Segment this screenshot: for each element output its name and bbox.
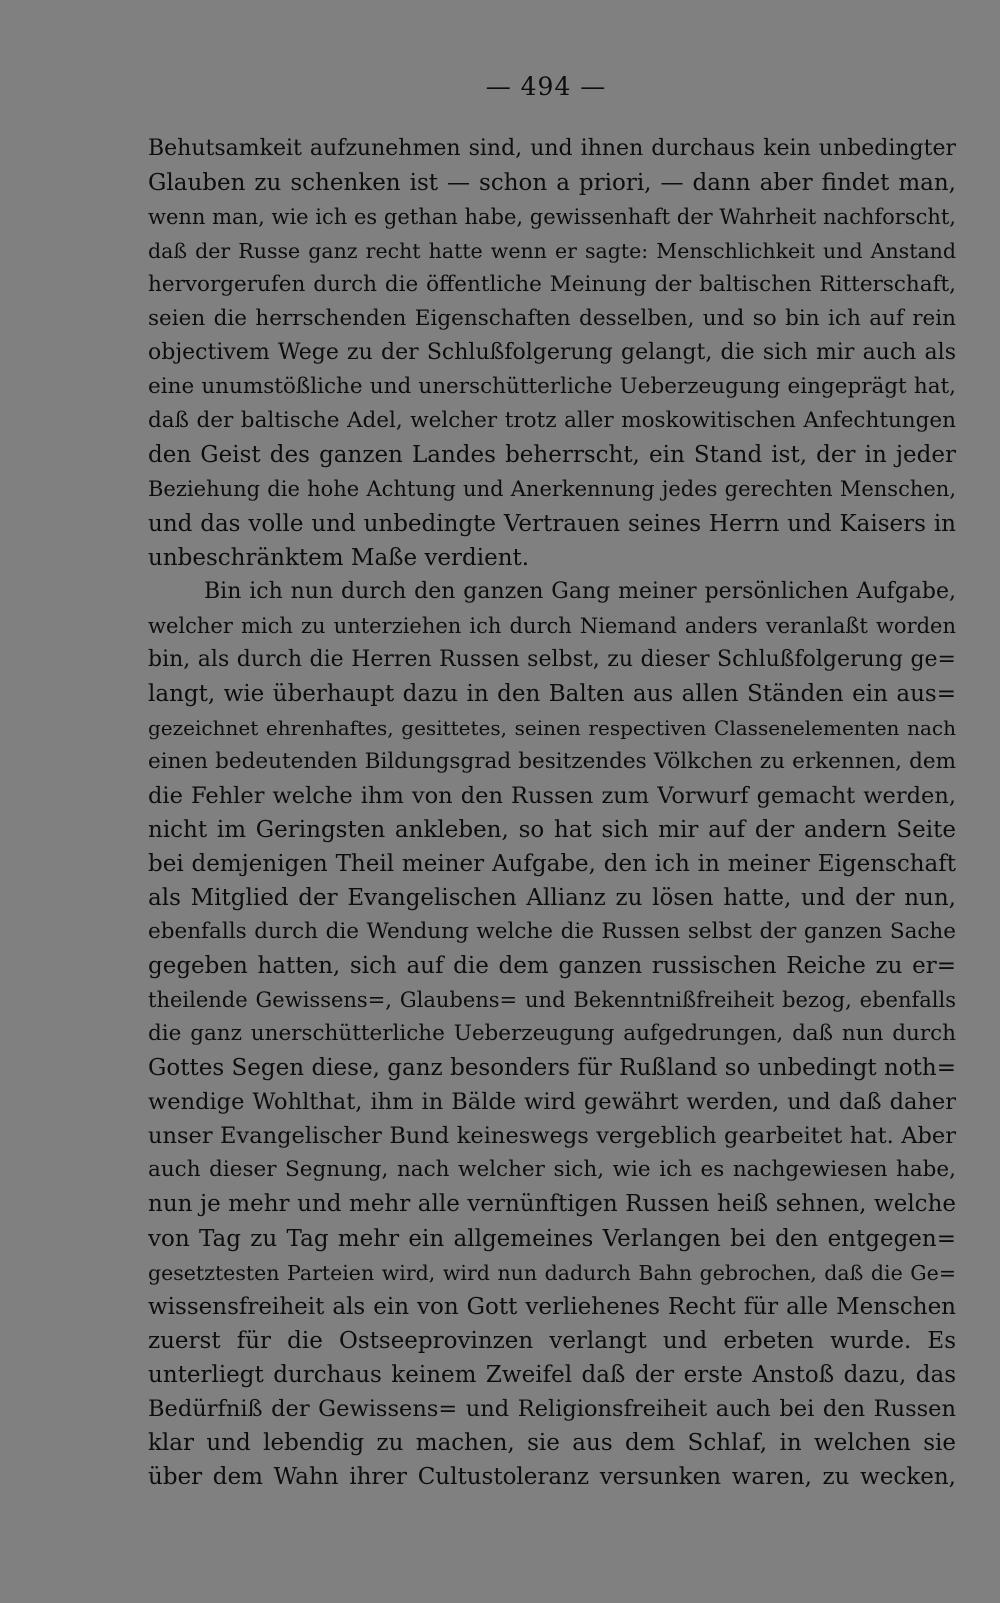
text-line: die ganz unerschütterliche Ueberzeugung aufgedrungen, daß nun durch bbox=[148, 1021, 956, 1047]
text-line: gezeichnet ehrenhaftes, gesittetes, seinen respectiven Classenelementen nach bbox=[148, 715, 956, 740]
text-line: auch dieser Segnung, nach welcher sich, wie ich es nachgewiesen habe, bbox=[148, 1157, 956, 1183]
text-line: die Fehler welche ihm von den Russen zum Vorwurf gemacht werden, bbox=[148, 782, 956, 809]
text-line: wendige Wohlthat, ihm in Bälde wird gewährt werden, und daß daher bbox=[148, 1089, 956, 1116]
text-line: unterliegt durchaus keinem Zweifel daß der erste Anstoß dazu, das bbox=[148, 1361, 956, 1388]
text-line: von Tag zu Tag mehr ein allgemeines Verlangen bei den entgegen= bbox=[148, 1225, 956, 1252]
text-line: welcher mich zu unterziehen ich durch Niemand anders veranlaßt worden bbox=[148, 613, 956, 638]
text-line: unser Evangelischer Bund keineswegs vergeblich gearbeitet hat. Aber bbox=[148, 1123, 956, 1150]
page-number: — 494 — bbox=[485, 72, 607, 101]
text-line: über dem Wahn ihrer Cultustoleranz versunken waren, zu wecken, bbox=[148, 1463, 956, 1490]
text-line: Gottes Segen diese, ganz besonders für Rußland so unbedingt noth= bbox=[148, 1055, 956, 1082]
text-line: Bedürfniß der Gewissens= und Religionsfreiheit auch bei den Russen bbox=[148, 1395, 956, 1422]
text-line: daß der Russe ganz recht hatte wenn er sagte: Menschlichkeit und Anstand bbox=[148, 239, 956, 264]
text-line: langt, wie überhaupt dazu in den Balten aus allen Ständen ein aus= bbox=[148, 680, 956, 707]
text-line: daß der baltische Adel, welcher trotz aller moskowitischen Anfechtungen bbox=[148, 408, 956, 434]
text-line: eine unumstößliche und unerschütterliche Ueberzeugung eingeprägt hat, bbox=[148, 374, 956, 400]
text-line: objectivem Wege zu der Schlußfolgerung gelangt, die sich mir auch als bbox=[148, 340, 956, 366]
text-line: bei demjenigen Theil meiner Aufgabe, den ich in meiner Eigenschaft bbox=[148, 850, 956, 877]
text-line: wenn man, wie ich es gethan habe, gewissenhaft der Wahrheit nachforscht, bbox=[148, 205, 956, 230]
text-line: hervorgerufen durch die öffentliche Meinung der baltischen Ritterschaft, bbox=[148, 272, 956, 298]
body-text bbox=[148, 132, 956, 1494]
text-line: theilende Gewissens=, Glaubens= und Bekenntnißfreiheit bezog, ebenfalls bbox=[148, 988, 956, 1013]
text-line: einen bedeutenden Bildungsgrad besitzendes Völkchen zu erkennen, dem bbox=[148, 748, 956, 774]
text-line: nicht im Geringsten ankleben, so hat sich mir auf der andern Seite bbox=[148, 816, 956, 843]
text-line: nun je mehr und mehr alle vernünftigen Russen heiß sehnen, welche bbox=[148, 1191, 956, 1218]
text-line: unbeschränktem Maße verdient. bbox=[148, 544, 530, 571]
text-line: Beziehung die hohe Achtung und Anerkennung jedes gerechten Menschen, bbox=[148, 477, 956, 502]
text-line: Behutsamkeit aufzunehmen sind, und ihnen durchaus kein unbedingter bbox=[148, 136, 956, 161]
text-line: ebenfalls durch die Wendung welche die Russen selbst der ganzen Sache bbox=[148, 919, 956, 945]
text-line: klar und lebendig zu machen, sie aus dem Schlaf, in welchen sie bbox=[148, 1429, 956, 1456]
text-line: den Geist des ganzen Landes beherrscht, ein Stand ist, der in jeder bbox=[148, 442, 956, 469]
text-line: Bin ich nun durch den ganzen Gang meiner persönlichen Aufgabe, bbox=[204, 578, 956, 604]
text-line: als Mitglied der Evangelischen Allianz zu lösen hatte, und der nun, bbox=[148, 885, 956, 912]
text-line: gesetztesten Parteien wird, wird nun dadurch Bahn gebrochen, daß die Ge= bbox=[148, 1260, 956, 1285]
text-line: seien die herrschenden Eigenschaften desselben, und so bin ich auf rein bbox=[148, 306, 956, 332]
text-line: wissensfreiheit als ein von Gott verliehenes Recht für alle Menschen bbox=[148, 1293, 956, 1320]
text-line: gegeben hatten, sich auf die dem ganzen russischen Reiche zu er= bbox=[148, 953, 956, 980]
text-line: zuerst für die Ostseeprovinzen verlangt und erbeten wurde. Es bbox=[148, 1327, 956, 1354]
text-line: bin, als durch die Herren Russen selbst, zu dieser Schlußfolgerung ge= bbox=[148, 646, 956, 672]
text-line: und das volle und unbedingte Vertrauen seines Herrn und Kaisers in bbox=[148, 510, 956, 537]
text-line: Glauben zu schenken ist — schon a priori, — dann aber findet man, bbox=[148, 170, 956, 197]
